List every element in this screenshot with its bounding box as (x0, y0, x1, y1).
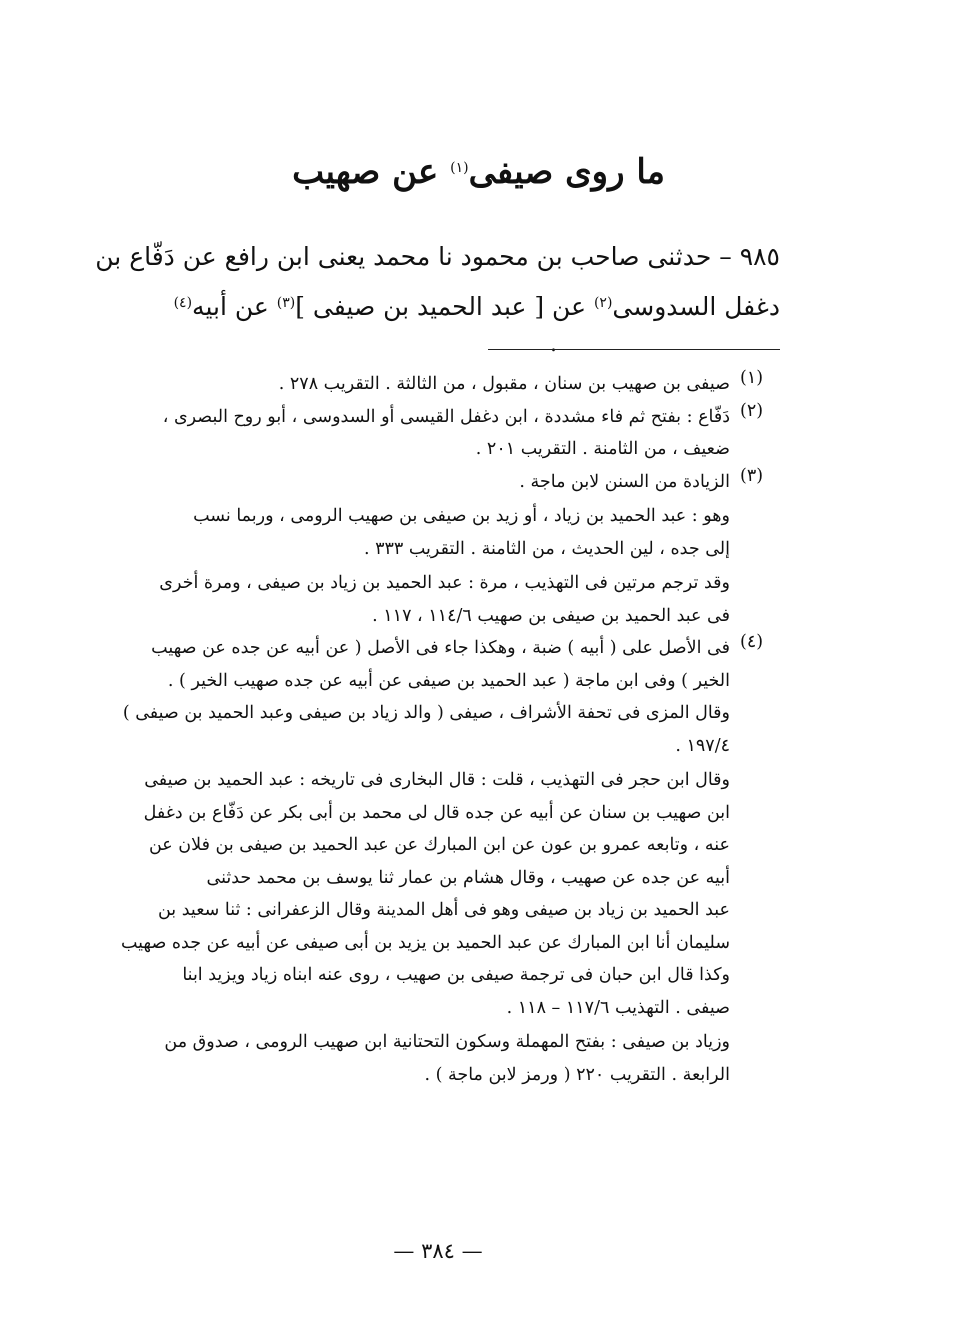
footnote-line: صيفى بن صهيب بن سنان ، مقبول ، من الثالثة . التقريب ٢٧٨ . (278, 374, 730, 394)
footnote (88, 466, 782, 633)
footnote-line: إلى جده ، لين الحديث ، من الثامنة . التقريب ٣٣٣ . (363, 538, 730, 559)
hadith-line-1: ٩٨٥ – حدثنى صاحب بن محمود نا محمد يعنى ابن رافع عن دَفّاع بن (95, 242, 780, 271)
hadith-end-dot: . (550, 332, 557, 357)
footnote-line: الرابعة . التقريب ٢٢٠ ( ورمز لابن ماجة ) . (424, 1064, 730, 1085)
footnote-line: وقال المزى فى تحفة الأشراف ، صيفى ( والد زياد بن صيفى وعبد الحميد بن صيفى ) (122, 703, 730, 723)
footnote-line: أبيه عن جده عن صهيب ، وقال هشام بن عمار ثنا يوسف بن محمد حدثنى (206, 867, 730, 888)
footnote-number: (٤) (740, 632, 764, 652)
footnote-body (88, 466, 730, 633)
footnote (88, 632, 782, 1091)
section-heading (200, 148, 757, 196)
footnote-number: (١) (740, 368, 764, 388)
footnote-line: صيفى . التهذيب ١١٧/٦ – ١١٨ . (506, 997, 730, 1018)
footnote-body (88, 401, 730, 466)
footnote-line: ١٩٧/٤ . (675, 735, 730, 756)
footnote-line: وزياد بن صيفى : بفتح المهملة وسكون التحتانية ابن صهيب الرومى ، صدوق من (164, 1032, 730, 1052)
hadith-text (80, 232, 780, 357)
footnote-line: فى عبد الحميد بن صيفى بن صهيب ١١٤/٦ ، ١١٧ . (372, 605, 730, 626)
page-number: — ٣٨٤ — (393, 1239, 483, 1263)
footnote-body (88, 632, 730, 1091)
hadith-line-2-part-b: عن [ عبد الحميد بن صيفى ] (295, 292, 594, 321)
footnote-line: الخير ) وفى ابن ماجة ( عبد الحميد بن صيفى عن أبيه عن جده صهيب الخير ) . (167, 670, 730, 691)
footnote-marker-1: (١) (450, 160, 469, 176)
footnote-line: ضعيف ، من الثامنة . التقريب ٢٠١ . (475, 439, 730, 459)
footnotes (88, 368, 782, 1091)
footnote-number: (٢) (740, 400, 764, 421)
footnote-line: دَفّاع : بفتح ثم فاء مشددة ، ابن دغفل القيسى أو السدوسى ، أبو روح البصرى ، (162, 406, 730, 427)
heading-text-start: ما روى صيفى (468, 152, 665, 192)
footnote-line: سليمان أنا ابن المبارك عن عبد الحميد بن يزيد بن أبى صيفى عن أبيه عن جده صهيب (120, 932, 730, 953)
footnote-marker-2: (٢) (593, 295, 613, 311)
footnote-line: وقد ترجم مرتين فى التهذيب ، مرة : عبد الحميد بن زياد بن صيفى ، ومرة أخرى (159, 573, 730, 593)
footnote-line: عنه ، وتابعه عمرو بن عون عن ابن المبارك عن عبد الحميد بن صيفى بن فلان عن (148, 835, 730, 855)
footnote-line: عبد الحميد بن زياد بن صيفى وهو فى أهل المدينة وقال الزعفرانى : ثنا سعيد بن (157, 900, 730, 920)
footnote-line: ابن صهيب بن سنان عن أبيه عن جده قال لى محمد بن أبى بكر عن دَفّاع بن دغفل (143, 802, 730, 823)
footnote-marker-3: (٣) (276, 295, 296, 311)
footnote (88, 368, 782, 401)
footnote-separator (488, 349, 780, 350)
footnote-line: فى الأصل على ( أبيه ) ضبة ، وهكذا جاء فى الأصل ( عن أبيه عن جده عن صهيب (151, 638, 730, 658)
hadith-line-2-part-a: دغفل السدوسى (612, 292, 780, 321)
hadith-line-2 (80, 282, 780, 332)
footnote-marker-4: (٤) (173, 295, 193, 311)
footnote-line: وقال ابن حجر فى التهذيب ، قلت : قال البخارى فى تاريخه : عبد الحميد بن صيفى (144, 770, 730, 790)
footnote-line: الزيادة من السنن لابن ماجة . (519, 471, 730, 492)
footnote (88, 401, 782, 466)
footnote-line: وكذا قال ابن حبان فى ترجمة صيفى بن صهيب ، روى عنه ابناه زياد ويزيد ابنا (182, 965, 730, 985)
heading-text-end: عن صهيب (292, 152, 451, 192)
footnote-line: وهو : عبد الحميد بن زياد ، أو زيد بن صيفى بن صهيب الرومى ، وربما نسب (193, 506, 730, 526)
footnote-number: (٣) (740, 465, 764, 486)
footnote-body (88, 368, 730, 401)
hadith-line-2-part-c: عن أبيه (192, 292, 277, 321)
